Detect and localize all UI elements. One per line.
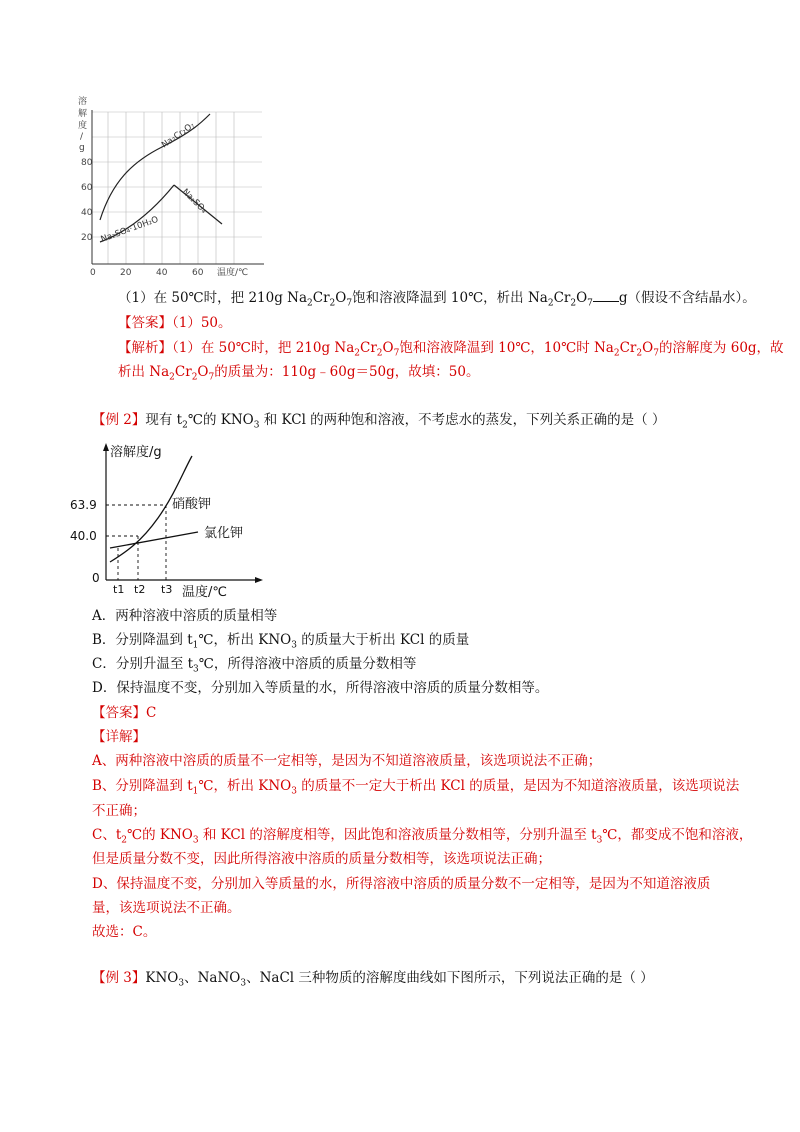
kcl-curve [110,532,198,548]
detail-line: 故选：C。 [92,924,157,940]
detail-line: 量，该选项说法不正确。 [92,900,241,916]
option-c: C．分别升温至 $t_3℃$，所得溶液中溶质的质量分数相等 [92,656,417,675]
ytick: 60 [81,183,93,193]
ylabel-char: 溶 [78,97,88,107]
chart2-xtick: t1 [113,583,125,596]
option-a: A．两种溶液中溶质的质量相等 [92,608,278,624]
detail-line: B、分别降温到 $t_1℃$，析出 $KNO_3$ 的质量不一定大于析出 KCl 的质量，是因为不知道溶液质量，该选项说法 [92,778,740,797]
ylabel-char: / [80,132,84,142]
example-2-stem: 【例 2】现有 $t_2℃$的 $KNO_3$ 和 KCl 的两种饱和溶液，不考虑水的蒸发，下列关系正确的是（ ） [92,412,666,431]
detail-line: D、保持温度不变，分别加入等质量的水，所得溶液中溶质的质量分数不一定相等，是因为不知道溶液质 [92,876,711,892]
ylabel-char: 度 [78,121,88,131]
example-2-detail-title: 【详解】 [92,729,146,745]
chart2-xtick: t3 [161,583,173,596]
example-3-stem: 【例 3】$KNO_3$、NaNO$_3$、NaCl 三种物质的溶解度曲线如下图所示，下列说法正确的是（ ） [92,970,654,989]
curve-label: Na₂Cr₂O₇ [159,120,197,151]
answer-blank [593,289,619,302]
detail-line: C、$t_2℃$的 $KNO_3$ 和 KCl 的溶解度相等，因此饱和溶液质量分数相等，分别升温至 $t_3℃$，都变成不饱和溶液， [92,827,753,846]
xlabel: 温度/℃ [217,268,249,278]
detail-line: 不正确； [92,803,146,819]
xtick: 40 [156,268,168,278]
chart2-xtick: t2 [134,583,146,596]
xtick: 20 [120,268,132,278]
ylabel-char: g [79,143,85,153]
ytick: 20 [81,233,93,243]
curve-label: Na₂SO₄·10H₂O [99,214,160,245]
chart2-series-label: 氯化钾 [204,526,244,541]
chart2-ylabel: 溶解度/g [110,445,162,460]
detail-line: A、两种溶液中溶质的质量不一定相等，是因为不知道溶液质量，该选项说法不正确； [92,753,602,769]
option-d: D．保持温度不变，分别加入等质量的水，所得溶液中溶质的质量分数相等。 [92,680,549,696]
example-2-answer: 【答案】C [92,705,157,721]
chart2-ytick: 40.0 [70,529,97,543]
solubility-chart-1 [72,92,272,284]
xtick: 0 [90,268,96,278]
chart2-ytick: 0 [92,571,100,585]
q1-question: （1）在 50℃时，把 210g $Na_2Cr_2O_7$饱和溶液降温到 10℃，析出 $Na_2Cr_2O_7$ g（假设不含结晶水）。 [118,290,756,309]
q1-analysis-line1: 【解析】（1）在 50℃时，把 210g $Na_2Cr_2O_7$饱和溶液降温到 10℃，10℃时 $Na_2Cr_2O_7$的溶解度为 60g，故 [118,340,784,359]
chart2-xlabel: 温度/℃ [182,585,227,600]
ylabel-char: 解 [78,109,88,119]
option-b: B．分别降温到 $t_1℃$，析出 $KNO_3$ 的质量大于析出 KCl 的质量 [92,632,470,651]
curve-label: Na₂SO₄ [179,187,209,216]
q1-analysis-line2: 析出 $Na_2Cr_2O_7$的质量为：110g﹣60g＝50g，故填：50。 [118,364,480,383]
q1-answer: 【答案】（1）50。 [118,315,232,331]
ytick: 80 [81,158,93,168]
xtick: 60 [192,268,204,278]
chart2-series-label: 硝酸钾 [172,497,212,512]
solubility-chart-2 [70,440,266,600]
detail-line: 但是质量分数不变，因此所得溶液中溶质的质量分数相等，该选项说法正确； [92,851,551,867]
chart2-ytick: 63.9 [70,498,97,512]
ytick: 40 [81,208,93,218]
